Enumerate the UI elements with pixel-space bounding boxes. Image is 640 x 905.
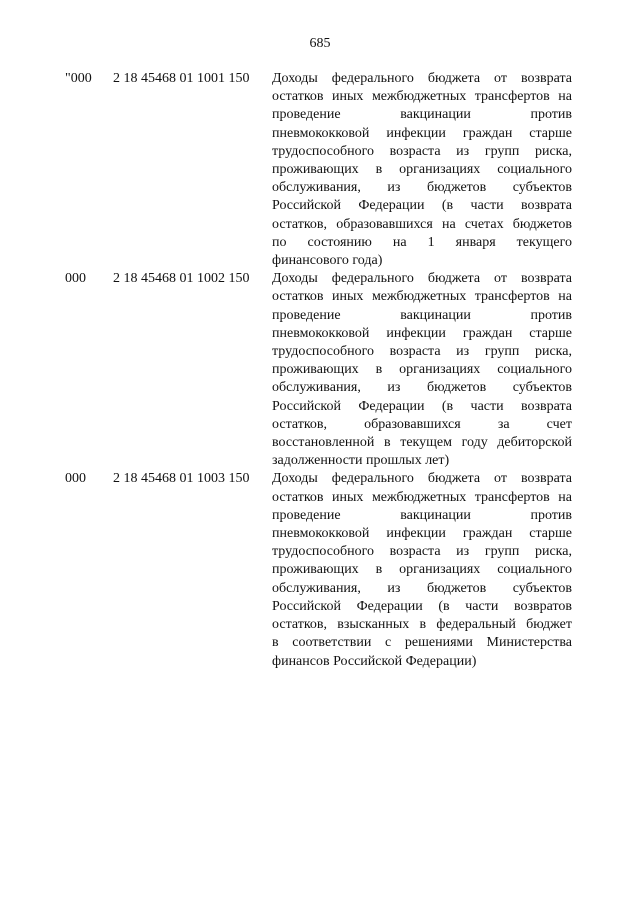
budget-classification-code: 2 18 45468 01 1003 150 [113, 471, 250, 487]
description-line: задолженности прошлых лет) [272, 453, 450, 469]
table-row [0, 270, 640, 470]
description-line: проведение вакцинации против [272, 107, 572, 123]
description-line: Доходы федерального бюджета от возврата [272, 471, 572, 487]
revenue-description [272, 270, 572, 470]
description-line: Российской Федерации (в части возврата [272, 398, 572, 414]
description-line: остатков иных межбюджетных трансфертов на [272, 489, 572, 505]
description-line: по состоянию на 1 января текущего [272, 234, 572, 250]
table-row [0, 70, 640, 270]
budget-classification-code: 2 18 45468 01 1001 150 [113, 71, 250, 86]
description-line: обслуживания, из бюджетов субъектов [272, 180, 572, 196]
admin-code: 000 [65, 271, 86, 287]
description-line: остатков, образовавшихся на счетах бюджетов [272, 216, 572, 232]
description-line: Доходы федерального бюджета от возврата [272, 71, 572, 86]
description-line: финансов Российской Федерации) [272, 653, 477, 669]
revenue-description [272, 470, 572, 670]
description-line: проживающих в организациях социального [272, 562, 572, 578]
description-line: обслуживания, из бюджетов субъектов [272, 580, 572, 596]
budget-classification-code: 2 18 45468 01 1002 150 [113, 271, 250, 287]
description-line: остатков, образовавшихся за счет [272, 416, 572, 432]
page-number: 685 [309, 36, 331, 51]
description-line: пневмококковой инфекции граждан старше [272, 325, 572, 341]
description-line: остатков иных межбюджетных трансфертов на [272, 89, 572, 105]
description-line: в соответствии с решениями Министерства [272, 635, 572, 651]
revenue-description [272, 70, 572, 270]
description-line: трудоспособного возраста из групп риска, [272, 344, 572, 360]
description-line: остатков, взысканных в федеральный бюджет [272, 617, 572, 633]
description-line: пневмококковой инфекции граждан старше [272, 526, 572, 542]
table-row [0, 470, 640, 670]
description-line: проживающих в организациях социального [272, 362, 572, 378]
description-line: проведение вакцинации против [272, 307, 572, 323]
description-line: Российской Федерации (в части возвратов [272, 598, 572, 614]
description-line: трудоспособного возраста из групп риска, [272, 143, 572, 159]
description-line: обслуживания, из бюджетов субъектов [272, 380, 572, 396]
description-line: Российской Федерации (в части возврата [272, 198, 572, 214]
description-line: Доходы федерального бюджета от возврата [272, 271, 572, 287]
classification-table [0, 70, 640, 671]
description-line: трудоспособного возраста из групп риска, [272, 544, 572, 560]
description-line: проведение вакцинации против [272, 507, 572, 523]
description-line: пневмококковой инфекции граждан старше [272, 125, 572, 141]
description-line: восстановленной в текущем году дебиторской [272, 435, 572, 451]
admin-code: "000 [65, 71, 92, 86]
description-line: проживающих в организациях социального [272, 162, 572, 178]
description-line: финансового года) [272, 253, 383, 269]
description-line: остатков иных межбюджетных трансфертов на [272, 289, 572, 305]
admin-code: 000 [65, 471, 86, 487]
